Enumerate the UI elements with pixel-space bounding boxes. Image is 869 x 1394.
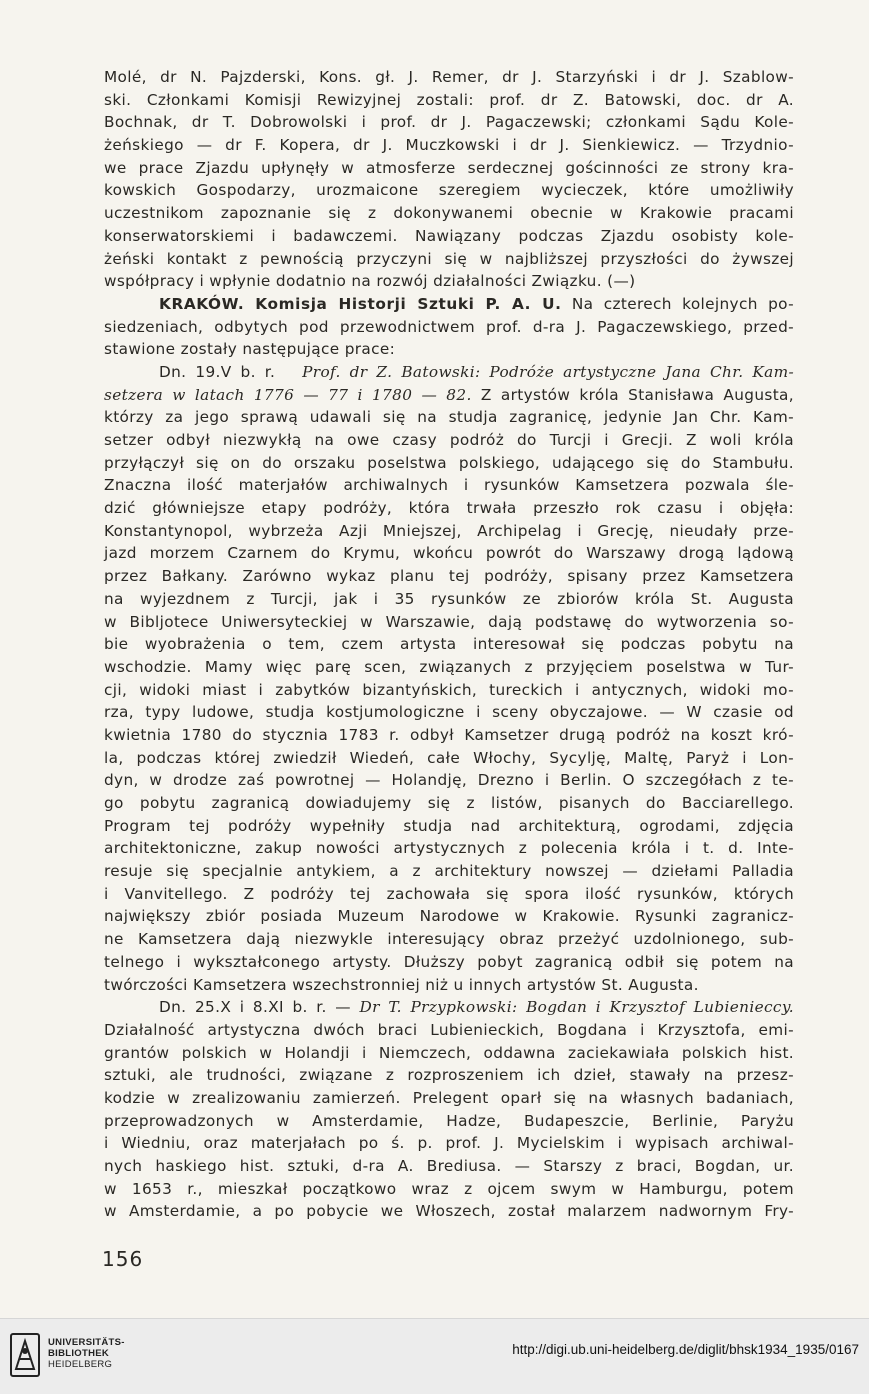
text-line: konserwatorskiemi i badawczemi. Nawiązany podczas Zjazdu osobisty kole- xyxy=(104,226,794,245)
text-line: cji, widoki miast i zabytków bizantyńskich, tureckich i antycznych, widoki mo- xyxy=(104,680,794,699)
text-line: w Amsterdamie, a po pobycie we Włoszech, został malarzem nadwornym Fry- xyxy=(104,1202,794,1221)
krakow-heading-line: KRAKÓW. Komisja Historji Sztuki P. A. U. Na czterech kolejnych po- xyxy=(159,294,794,313)
text-line: uczestnikom zapoznanie się z dokonywanemi obecnie w Krakowie pracami xyxy=(104,204,794,223)
text-line: bie wyobrażenia o tem, czem artysta interesował się podczas pobytu na xyxy=(104,635,794,654)
text-line: żeński kontakt z pewnością przyczyni się w najbliższej przyszłości do żywszej xyxy=(104,249,794,268)
text-line: sztuki, ale trudności, związane z rozproszeniem ich dzieł, stawały na przesz- xyxy=(104,1066,794,1085)
text-line: i Vanvitellego. Z podróży tej zachowała się spora ilość rysunków, których xyxy=(104,884,794,903)
text-line: resuje się specjalnie antykiem, a z architektury nowszej — dziełami Palladia xyxy=(104,862,794,881)
text-line: wschodzie. Mamy więc parę scen, związanych z przyjęciem poselstwa w Tur- xyxy=(104,657,794,676)
text-line: rza, typy ludowe, studja kostjumologiczne i sceny obyczajowe. — W czasie od xyxy=(104,703,794,722)
text-line: ne Kamsetzera dają niezwykle interesujący obraz przeżyć uzdolnionego, sub- xyxy=(104,930,794,949)
session2-date: Dn. 25.X i 8.XI b. r. — xyxy=(159,998,351,1017)
text-line: telnego i wykształconego artysty. Dłuższy pobyt zagranicą odbił się potem na xyxy=(104,952,794,971)
session2-title: Dr T. Przypkowski: Bogdan i Krzysztof Lubienieccy. xyxy=(350,998,794,1017)
seal-icon xyxy=(10,1333,40,1377)
viewer-footer xyxy=(0,1318,869,1394)
session1-line2: setzera w latach 1776 — 77 i 1780 — 82. Z artystów króla Stanisława Augusta, xyxy=(104,385,794,404)
page-number: 156 xyxy=(102,1247,144,1271)
text-line: Konstantynopol, wybrzeża Azji Mniejszej, Archipelag i Grecję, nieudały prze- xyxy=(104,521,794,540)
text-line: którzy za jego sprawą udawali się na studja zagranicę, jedynie Jan Chr. Kam- xyxy=(104,408,794,427)
text-line: Molé, dr N. Pajzderski, Kons. gł. J. Remer, dr J. Starzyński i dr J. Szablow- xyxy=(104,68,794,86)
text-line: twórczości Kamsetzera wszechstronniej niż u innych artystów St. Augusta. xyxy=(104,975,699,994)
text-line: kodzie w zrealizowaniu zamierzeń. Prelegent oparł się na własnych badaniach, xyxy=(104,1088,794,1107)
text-line: dzić główniejsze etapy podróży, która trwała przeszło rok czasu i objęła: xyxy=(104,499,794,518)
document-body xyxy=(104,66,794,1223)
session1-title: Prof. dr Z. Batowski: Podróże artystyczne Jana Chr. Kam- xyxy=(302,362,795,381)
permalink-url[interactable]: http://digi.ub.uni-heidelberg.de/diglit/bhsk1934_1935/0167 xyxy=(512,1342,859,1357)
text-line: setzer odbył niezwykłą na owe czasy podróż do Turcji i Grecji. Z woli króla xyxy=(104,431,794,449)
text-line: kowskich Gospodarzy, urozmaicone szeregiem wycieczek, które umożliwiły xyxy=(104,181,794,200)
text-line: architektoniczne, zakup nowości artystycznych z polecenia króla i t. d. Inte- xyxy=(104,839,794,858)
text-line: żeńskiego — dr F. Kopera, dr J. Muczkowski i dr J. Sienkiewicz. — Trzydnio- xyxy=(104,136,794,155)
text-line: we prace Zjazdu upłynęły w atmosferze serdecznej gościnności ze strony kra- xyxy=(104,158,794,177)
text-line: siedzeniach, odbytych pod przewodnictwem prof. d-ra J. Pagaczewskiego, przed- xyxy=(104,317,794,336)
text-line: stawione zostały następujące prace: xyxy=(104,340,396,359)
text-line: przez Bałkany. Zarówno wykaz planu tej podróży, spisany przez Kamsetzera xyxy=(104,567,794,586)
text-line: nych haskiego hist. sztuki, d-ra A. Brediusa. — Starszy z braci, Bogdan, ur. xyxy=(104,1157,794,1175)
text-line: współpracy i wpłynie dodatnio na rozwój działalności Związku. (—) xyxy=(104,272,636,291)
library-logo-text: UNIVERSITÄTS- BIBLIOTHEK HEIDELBERG xyxy=(48,1337,125,1370)
krakow-heading: KRAKÓW. Komisja Historji Sztuki P. A. U. xyxy=(159,294,562,313)
text-line: Działalność artystyczna dwóch braci Lubienieckich, Bogdana i Krzysztofa, emi- xyxy=(104,1020,794,1039)
paragraph-congress xyxy=(104,66,794,293)
text-line: ski. Członkami Komisji Rewizyjnej zostali: prof. dr Z. Batowski, doc. dr A. xyxy=(104,90,794,109)
text-line: dyn, w drodze zaś powrotnej — Holandję, Drezno i Berlin. O szczegółach z te- xyxy=(104,771,794,790)
text-line: i Wiedniu, oraz materjałach po ś. p. prof. J. Mycielskim i wypisach archiwal- xyxy=(104,1134,794,1153)
session1-date: Dn. 19.V b. r. xyxy=(159,362,276,381)
session1-line xyxy=(104,361,794,384)
text-line: Bochnak, dr T. Dobrowolski i prof. dr J. Pagaczewski; członkami Sądu Kole- xyxy=(104,113,794,132)
text-line: w 1653 r., mieszkał początkowo wraz z ojcem swym w Hamburgu, potem xyxy=(104,1179,794,1198)
text-line: go pobytu zagranicą dowiadujemy się z listów, pisanych do Bacciarellego. xyxy=(104,794,794,812)
text-line: na wyjezdnem z Turcji, jak i 35 rysunków ze zbiorów króla St. Augusta xyxy=(104,589,794,608)
text-line: największy zbiór posiada Muzeum Narodowe w Krakowie. Rysunki zagranicz- xyxy=(104,907,794,926)
text-line: Program tej podróży wypełniły studja nad architekturą, ogrodami, zdjęcia xyxy=(104,816,794,835)
text-line: przeprowadzonych w Amsterdamie, Hadze, Budapeszcie, Berlinie, Paryżu xyxy=(104,1111,794,1130)
paragraph-krakow xyxy=(104,316,794,361)
text-line: la, podczas której zwiedził Wiedeń, całe Włochy, Sycylję, Maltę, Paryż i Lon- xyxy=(104,748,794,767)
text-line: grantów polskich w Holandji i Niemczech, oddawna zaciekawiała polskich hist. xyxy=(104,1043,794,1062)
session2-line xyxy=(104,996,794,1019)
text-line: kwietnia 1780 do stycznia 1783 r. odbył Kamsetzer drugą podróż na koszt kró- xyxy=(104,725,794,744)
text-line: Znaczna ilość materjałów archiwalnych i rysunków Kamsetzera pozwala śle- xyxy=(104,476,794,495)
paragraph-session1 xyxy=(104,406,794,996)
text-line: przyłączył się on do orszaku poselstwa polskiego, udającego się do Stambułu. xyxy=(104,453,794,472)
text-line: w Bibljotece Uniwersyteckiej w Warszawie, dają podstawę do wytworzenia so- xyxy=(104,612,794,631)
text-line: jazd morzem Czarnem do Krymu, wkońcu powrót do Warszawy drogą lądową xyxy=(104,544,794,563)
paragraph-session2 xyxy=(104,1019,794,1223)
